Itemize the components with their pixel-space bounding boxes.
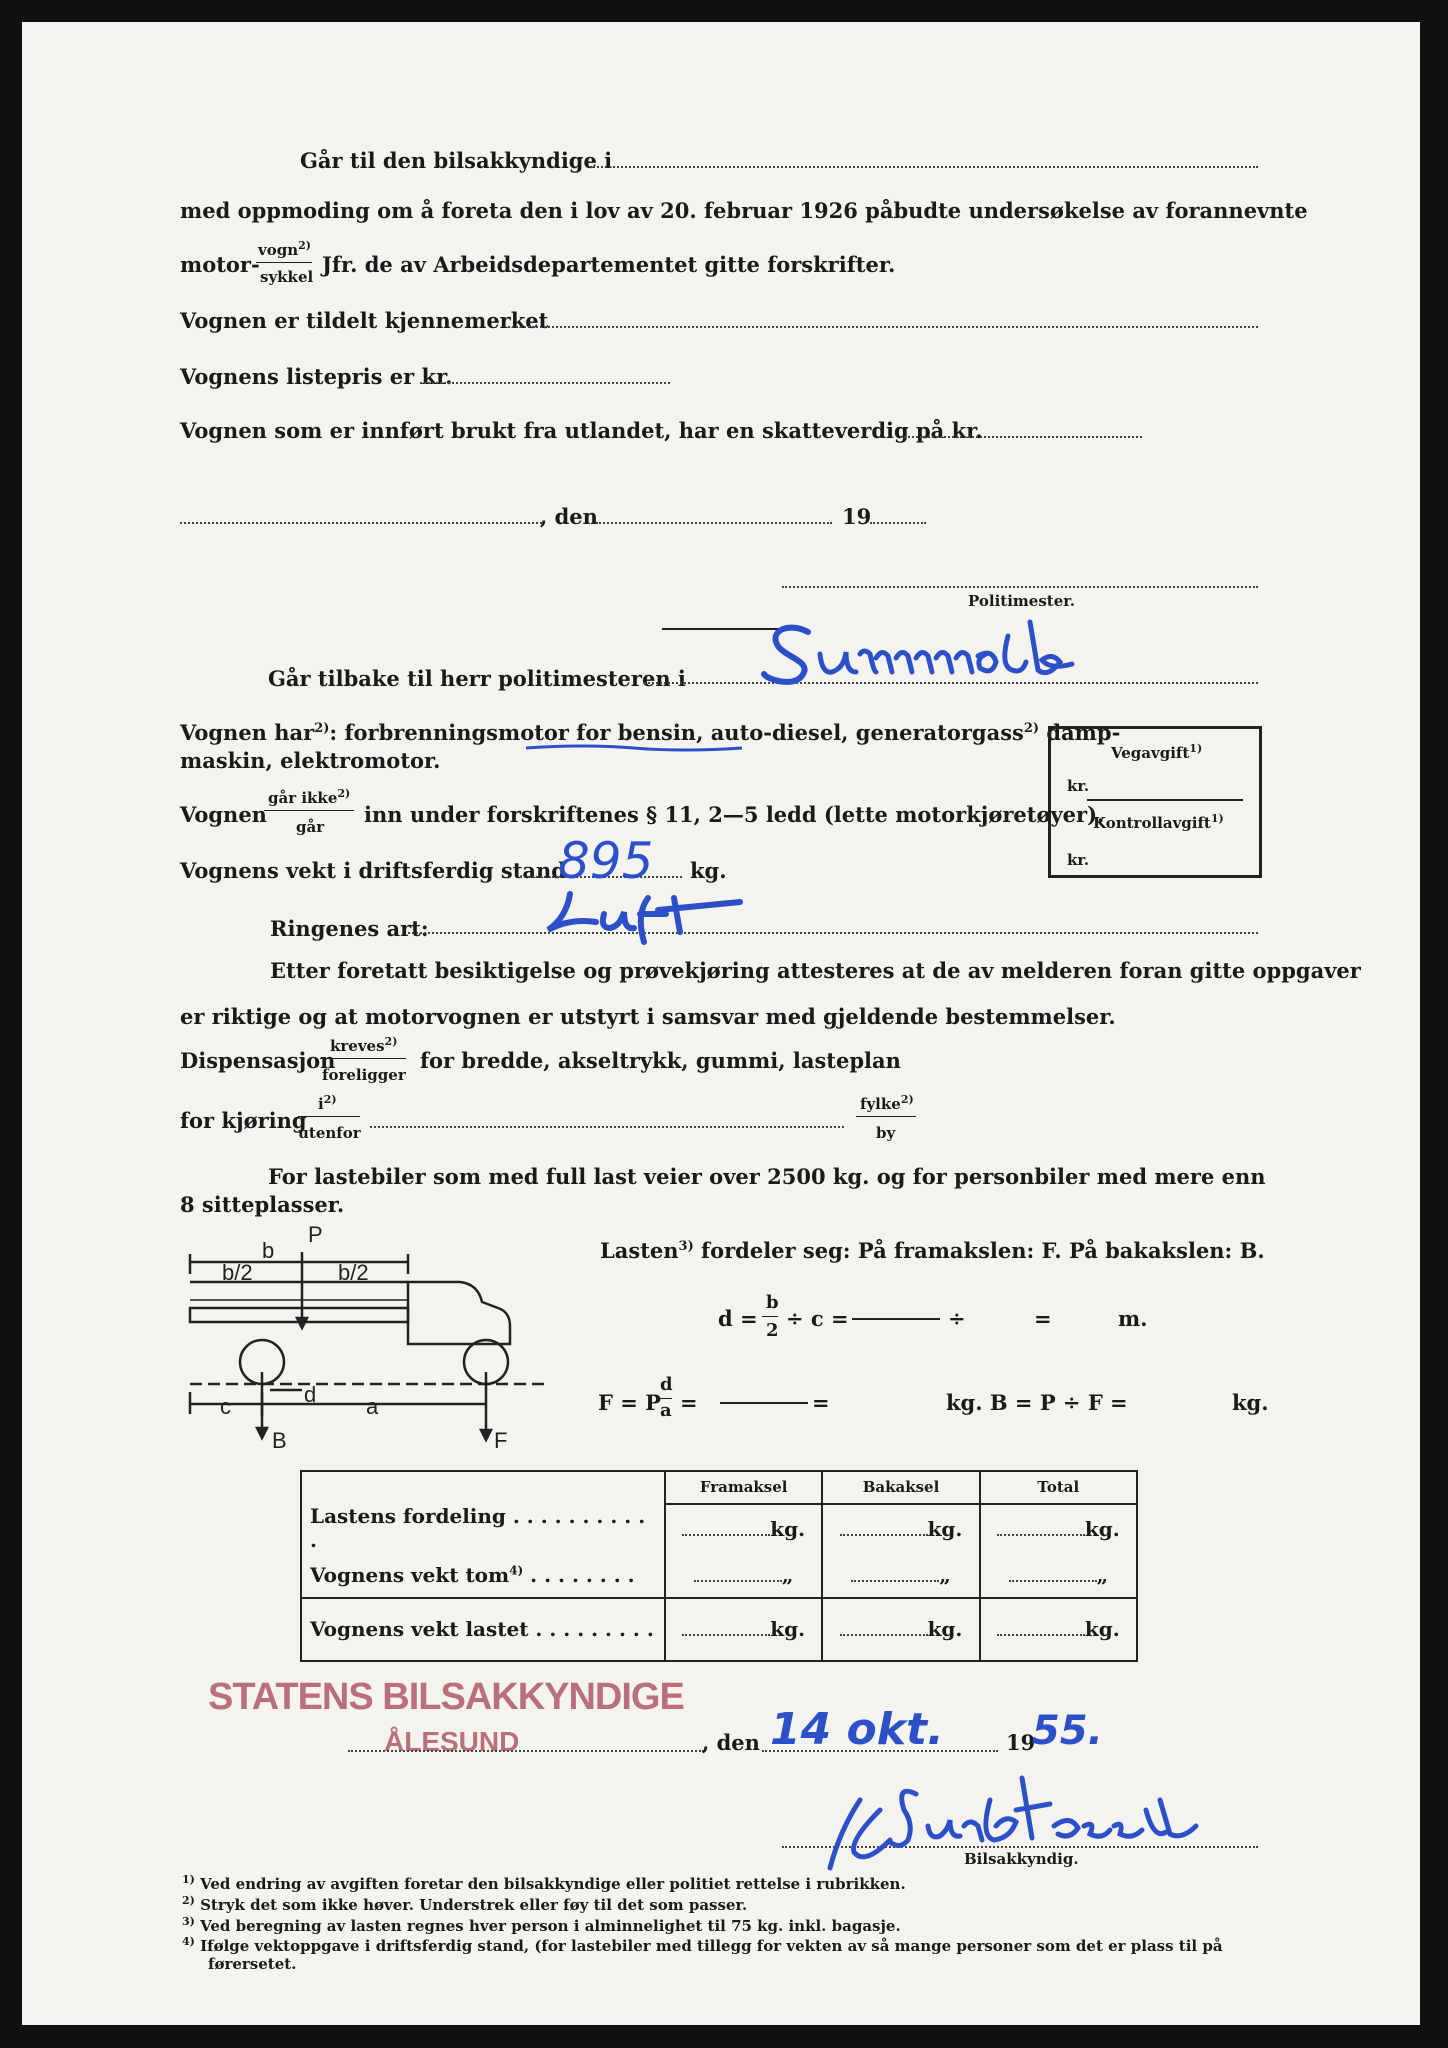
footnotes <box>182 1874 1223 1973</box>
load-distribution-table <box>300 1470 1138 1662</box>
year-field[interactable] <box>870 522 926 524</box>
fraction-line <box>298 1116 360 1117</box>
den-label-2: , den <box>702 1730 760 1755</box>
gar-ikke-option: går ikke$^{2)}$ <box>268 787 351 807</box>
i-option: $i^{2)}$ <box>318 1093 337 1113</box>
oppmoding-text: med oppmoding om å foreta den i lov av 20. februar 1926 påbudte undersøkelse av forannevnte <box>180 198 1308 223</box>
kontrollavgift-kr: kr. <box>1067 851 1090 869</box>
cell-bakaksel[interactable]: kg. <box>822 1598 979 1661</box>
label-P: P <box>308 1222 323 1247</box>
fraction-line <box>656 1398 672 1399</box>
bilsakkyndig-place-field[interactable] <box>348 1750 704 1752</box>
stamp-line-1: STATENS BILSAKKYNDIGE <box>208 1676 684 1718</box>
table-header-bakaksel: Bakaksel <box>822 1471 979 1504</box>
vegavgift-kr: kr. <box>1067 777 1090 795</box>
formula-d-eq: = <box>1034 1306 1052 1331</box>
lasten-text: Lasten$^{3)}$ fordeler seg: På framakslen: F. På bakakslen: B. <box>600 1238 1265 1263</box>
fraction-line <box>264 810 354 811</box>
table-header-total: Total <box>980 1471 1137 1504</box>
vegavgift-label: Vegavgift$^{1)}$ <box>1111 742 1203 762</box>
fraction-line <box>256 262 312 263</box>
label-c: c <box>220 1394 231 1419</box>
formula-b-unit: kg. <box>1232 1390 1269 1415</box>
cell-bakaksel[interactable]: „ <box>822 1553 979 1598</box>
inn-under-text: inn under forskriftenes § 11, 2—5 ledd (lette motorkjøretøyer). <box>364 802 1105 827</box>
fylke-option: fylke$^{2)}$ <box>860 1093 914 1113</box>
formula-d-numerator: b <box>766 1292 779 1313</box>
utlandet-label: Vognen som er innført brukt fra utlandet, har en skatteverdig på kr. <box>180 418 983 443</box>
table-header-empty <box>301 1471 665 1504</box>
bilsakkyndige-field[interactable] <box>590 166 1258 168</box>
footnote-4-continued: førersetet. <box>208 1955 297 1973</box>
formula-f-eq1: = <box>680 1390 698 1415</box>
table-header-framaksel: Framaksel <box>665 1471 822 1504</box>
utenfor-option: utenfor <box>298 1124 361 1142</box>
bilsakkyndig-label: Bilsakkyndig. <box>964 1850 1079 1868</box>
formula-f-eq2: = <box>812 1390 830 1415</box>
lastebiler-text-1: For lastebiler som med full last veier over 2500 kg. og for personbiler med mere enn <box>268 1164 1266 1189</box>
formula-d-minus-c: ÷ c = <box>786 1306 849 1331</box>
vekt-label: Vognens vekt i driftsferdig stand <box>180 858 566 883</box>
motor-label: motor- <box>180 252 260 277</box>
fraction-line <box>762 1316 778 1317</box>
kreves-option: kreves$^{2)}$ <box>330 1035 398 1055</box>
footnote-4: $^{4)}$ Ifølge vektoppgave i driftsferdig stand, (for lastebiler med tillegg for vekten av så mange personer som det er plass til på <box>182 1935 1223 1956</box>
row-label-vognens-vekt-lastet: Vognens vekt lastet . . . . . . . . . <box>301 1598 665 1661</box>
year-prefix: 19 <box>842 504 872 529</box>
for-kjoring-label: for kjøring <box>180 1108 307 1133</box>
lastebiler-text-2: 8 sitteplasser. <box>180 1192 345 1217</box>
politimester-signature-field[interactable] <box>782 586 1258 588</box>
kjennemerket-field[interactable] <box>508 326 1258 328</box>
ringenes-field[interactable] <box>408 932 1258 934</box>
foreligger-option: foreligger <box>322 1066 406 1084</box>
vognen-label: Vognen <box>180 802 267 827</box>
listepris-field[interactable] <box>420 382 670 384</box>
fylke-field[interactable] <box>370 1126 844 1128</box>
for-bredde-text: for bredde, akseltrykk, gummi, lasteplan <box>420 1048 901 1073</box>
fraction-line <box>856 1116 916 1117</box>
den-label: , den <box>540 504 598 529</box>
formula-d: d = <box>718 1306 758 1331</box>
vogn-option: vogn$^{2)}$ <box>258 239 311 259</box>
stamp-line-2: ÅLESUND <box>384 1726 520 1757</box>
cell-bakaksel[interactable]: kg. <box>822 1504 979 1553</box>
axle-load-diagram <box>180 1222 560 1452</box>
cell-total[interactable]: kg. <box>980 1504 1137 1553</box>
formula-d-blank[interactable] <box>852 1318 940 1320</box>
sykkel-option: sykkel <box>260 268 314 286</box>
table-row <box>301 1504 1137 1553</box>
etter-text-2: er riktige og at motorvognen er utstyrt i samsvar med gjeldende bestemmelser. <box>180 1004 1116 1029</box>
gar-option: går <box>296 818 325 836</box>
handwritten-town <box>760 618 1130 692</box>
formula-d-unit: m. <box>1118 1306 1148 1331</box>
row-label-lastens-fordeling: Lastens fordeling . . . . . . . . . . . <box>310 1504 646 1553</box>
svg-text:55.: 55. <box>1032 1708 1103 1754</box>
label-B: B <box>272 1428 287 1452</box>
handwritten-rings <box>540 888 760 944</box>
year-prefix-2: 19 <box>1006 1730 1036 1755</box>
listepris-label: Vognens listepris er kr. <box>180 364 453 389</box>
cell-total[interactable]: „ <box>980 1553 1137 1598</box>
cell-framaksel[interactable]: kg. <box>665 1598 822 1661</box>
table-row <box>301 1598 1137 1661</box>
etter-text-1: Etter foretatt besiktigelse og prøvekjøring attesteres at de av melderen foran gitte oppgaver <box>270 958 1361 983</box>
avgift-divider <box>1087 799 1243 801</box>
handwritten-date <box>770 1680 1150 1760</box>
footnote-1: $^{1)}$ Ved endring av avgiften foretar den bilsakkyndige eller politiet rettelse i rubrikken. <box>182 1873 906 1893</box>
formula-f: F = P <box>598 1390 661 1415</box>
footnote-3: $^{3)}$ Ved beregning av lasten regnes hver person i alminnelighet til 75 kg. inkl. bagasje. <box>182 1914 901 1935</box>
underline-bensin-diesel <box>524 742 744 754</box>
svg-text:895: 895 <box>558 832 654 890</box>
cell-framaksel[interactable]: kg. <box>665 1504 822 1553</box>
fraction-line <box>320 1058 406 1059</box>
skatteverdi-field[interactable] <box>900 436 1142 438</box>
politimester-label: Politimester. <box>968 592 1075 610</box>
maskin-text: maskin, elektromotor. <box>180 748 441 773</box>
formula-f-denominator: a <box>660 1400 672 1421</box>
cell-total[interactable]: kg. <box>980 1598 1137 1661</box>
kontrollavgift-label: Kontrollavgift$^{1)}$ <box>1093 812 1224 832</box>
formula-b: kg. B = P ÷ F = <box>946 1390 1128 1415</box>
cell-framaksel[interactable]: „ <box>665 1553 822 1598</box>
formula-d-denominator: 2 <box>766 1320 779 1341</box>
label-b-half-left: b/2 <box>222 1260 253 1285</box>
svg-text:14 okt.: 14 okt. <box>770 1704 944 1755</box>
ringenes-label: Ringenes art: <box>270 916 429 941</box>
gar-tilbake-label: Går tilbake til herr politimesteren i <box>268 666 686 691</box>
label-a: a <box>366 1394 379 1419</box>
formula-d-div: ÷ <box>948 1306 966 1331</box>
vognen-har-label: Vognen har$^{2)}$: forbrenningsmotor for bensin, auto-diesel, generatorgass$^{2)}$ damp- <box>180 720 1121 745</box>
gar-til-label: Går til den bilsakkyndige i <box>300 148 613 173</box>
kjennemerket-label: Vognen er tildelt kjennemerket <box>180 308 549 333</box>
place-field[interactable] <box>180 522 542 524</box>
table-row <box>301 1553 1137 1598</box>
vekt-kg: kg. <box>690 858 727 883</box>
label-b: b <box>262 1238 275 1263</box>
formula-f-blank[interactable] <box>720 1402 808 1404</box>
label-F: F <box>494 1428 508 1452</box>
footnote-2: $^{2)}$ Stryk det som ikke høver. Understrek eller føy til det som passer. <box>182 1893 748 1914</box>
handwritten-weight <box>556 832 686 890</box>
by-option: by <box>876 1124 896 1142</box>
label-b-half-right: b/2 <box>338 1260 369 1285</box>
dispensasjon-label: Dispensasjon <box>180 1048 336 1073</box>
row-label-vognens-vekt-tom: Vognens vekt tom$^{4)}$ . . . . . . . . <box>310 1562 635 1587</box>
jfr-text: Jfr. de av Arbeidsdepartementet gitte forskrifter. <box>322 252 896 277</box>
formula-f-numerator: d <box>660 1374 673 1395</box>
label-d: d <box>304 1382 317 1407</box>
date-field[interactable] <box>596 522 832 524</box>
